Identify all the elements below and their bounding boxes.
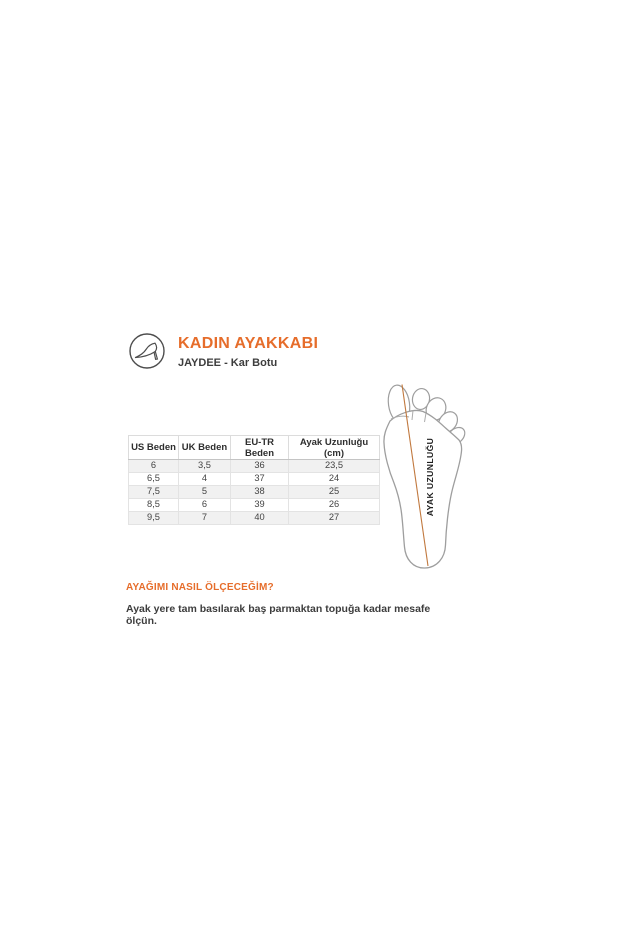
table-cell: 6 xyxy=(129,460,179,473)
table-cell: 25 xyxy=(289,486,380,499)
table-row xyxy=(129,512,380,525)
table-cell: 9,5 xyxy=(129,512,179,525)
table-row xyxy=(129,499,380,512)
table-cell: 40 xyxy=(231,512,289,525)
table-cell: 36 xyxy=(231,460,289,473)
table-cell: 3,5 xyxy=(179,460,231,473)
col-header-ayak-uzunlugu: Ayak Uzunluğu (cm) xyxy=(289,436,380,460)
product-name: JAYDEE - Kar Botu xyxy=(178,356,278,369)
table-cell: 7 xyxy=(179,512,231,525)
table-cell: 37 xyxy=(231,473,289,486)
table-cell: 7,5 xyxy=(129,486,179,499)
category-title: KADIN AYAKKABI xyxy=(178,335,319,352)
table-cell: 39 xyxy=(231,499,289,512)
table-cell: 26 xyxy=(289,499,380,512)
table-cell: 6,5 xyxy=(129,473,179,486)
table-cell: 4 xyxy=(179,473,231,486)
header-text xyxy=(178,332,318,369)
table-row xyxy=(129,486,380,499)
table-header-row xyxy=(129,436,380,460)
table-cell: 8,5 xyxy=(129,499,179,512)
table-row xyxy=(129,473,380,486)
table-row xyxy=(129,460,380,473)
foot-measurement-diagram xyxy=(377,379,467,571)
measure-section-heading: AYAĞIMI NASIL ÖLÇECEĞİM? xyxy=(126,582,274,593)
table-cell: 24 xyxy=(289,473,380,486)
high-heel-icon xyxy=(128,332,166,370)
col-header-us-beden: US Beden xyxy=(129,436,179,460)
col-header-uk-beden: UK Beden xyxy=(179,436,231,460)
table-cell: 5 xyxy=(179,486,231,499)
measure-instructions: Ayak yere tam basılarak baş parmaktan topuğa kadar mesafe ölçün. xyxy=(126,603,431,627)
table-cell: 23,5 xyxy=(289,460,380,473)
foot-outline xyxy=(384,410,462,568)
size-table xyxy=(128,435,380,525)
table-cell: 27 xyxy=(289,512,380,525)
table-cell: 6 xyxy=(179,499,231,512)
col-header-eu-tr-beden: EU-TR Beden xyxy=(231,436,289,460)
table-cell: 38 xyxy=(231,486,289,499)
header xyxy=(128,332,318,370)
foot-length-label: AYAK UZUNLUĞU xyxy=(425,437,435,517)
